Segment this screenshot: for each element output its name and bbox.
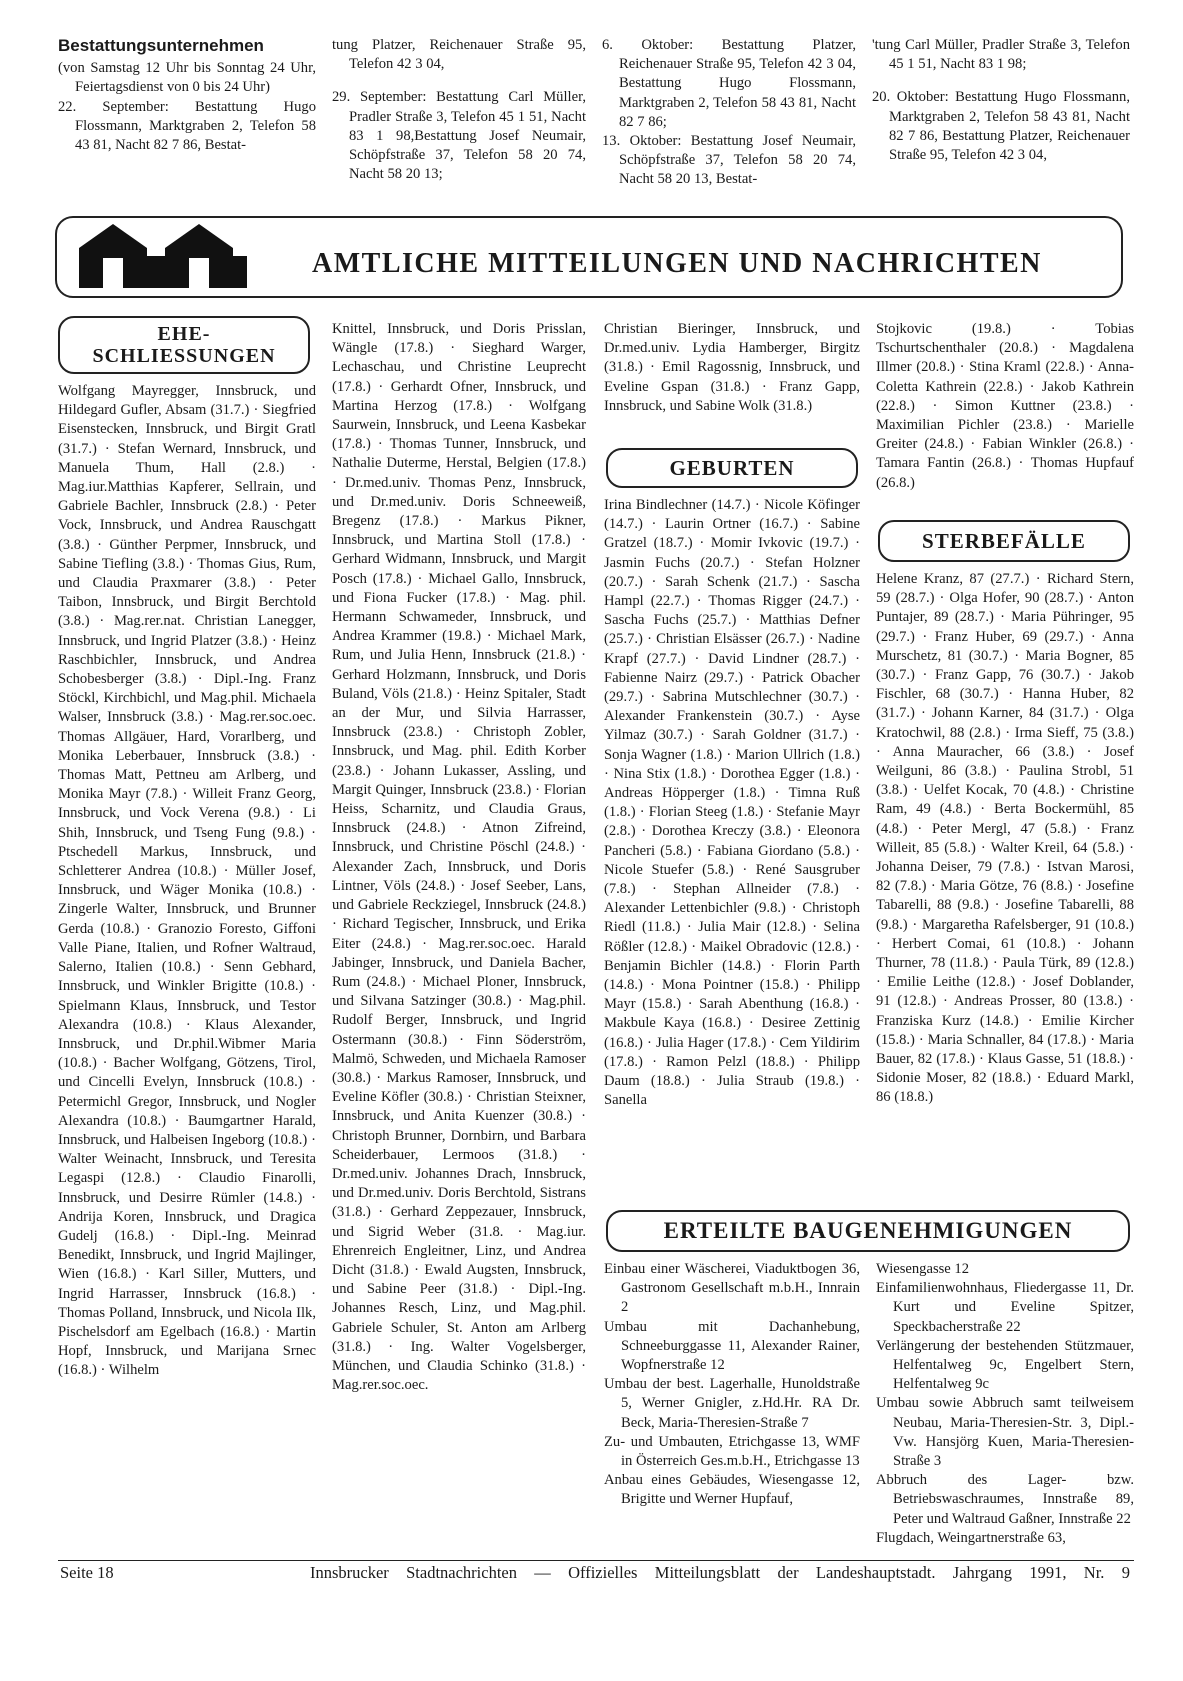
births-title: GEBURTEN — [669, 456, 795, 480]
marriages-title-line1: EHE- — [157, 323, 211, 345]
permit-entry: Umbau der best. Lagerhalle, Hunoldstraße 5, Werner Gnigler, z.Hd.Hr. RA Dr. Beck, Maria-Theresien-Straße 7 — [604, 1376, 860, 1431]
permit-entry: Flugdach, Weingartnerstraße 63, — [876, 1529, 1066, 1546]
permit-entry: Wiesengasse 12 — [876, 1261, 970, 1277]
section-banner — [55, 216, 1123, 298]
funeral-column-3 — [602, 36, 856, 194]
deaths-column-4 — [876, 570, 1134, 1202]
funeral-entry: 6. Oktober: Bestattung Platzer, Reichenauer Straße 95, Telefon 42 3 04, Bestattung Hugo Flossmann, Marktgraben 2, Telefon 58 43 81, Nacht 82 7 86; — [602, 37, 856, 130]
permit-entry: Einfamilienwohnhaus, Fliedergasse 11, Dr. Kurt und Eveline Spitzer, Speckbacherstraße 22 — [876, 1280, 1134, 1335]
births-text: Stojkovic (19.8.) · Tobias Tschurtschenthaler (20.8.) · Magdalena Illmer (20.8.) · Stina Kraml (22.8.) · Anna-Coletta Kathrein (22.8.) · Jakob Kathrein (22.8.) · Simon Kuttner (23.8.) · Maximilian Pichler (23.8.) · Marielle Greiter (24.8.) · Fabian Winkler (26.8.) · Tamara Fantin (26.8.) · Thomas Hupfauf (26.8.) — [876, 321, 1134, 491]
permit-entry: Verlängerung der bestehenden Stützmauer, Helfentalweg 9c, Engelbert Stern, Helfentalweg 9c — [876, 1337, 1134, 1393]
births-text: Irina Bindlechner (14.7.) · Nicole Köfinger (14.7.) · Laurin Ortner (16.7.) · Sabine Gratzel (18.7.) · Momir Ivkovic (19.7.) · Jasmin Fuchs (20.7.) · Stefan Holzner (20.7.) · Sarah Schenk (21.7.) · Sascha Hampl (22.7.) · Thomas Rigger (24.7.) · Sascha Fuchs (25.7.) · Matthias Defner (25.7.) · Christian Elsässer (26.7.) · Nadine Krapf (27.7.) · David Lindner (28.7.) · Fabienne Nairz (29.7.) · Patrick Obacher (29.7.) · Sabrina Mutschlechner (30.7.) · Alexander Frankenstein (30.7.) · Ayse Yilmaz (30.7.) · Sarah Goldner (31.7.) · Sonja Wagner (1.8.) · Marion Ullrich (1.8.) · Nina Stix (1.8.) · Dorothea Egger (1.8.) · Andreas Höpperger (1.8.) · Timna Ruß (1.8.) · Florian Steeg (1.8.) · Stefanie Mayr (2.8.) · Dorothea Kreczy (3.8.) · Eleonora Pancheri (5.8.) · Fabiana Giordano (5.8.) · Nicole Stuefer (5.8.) · René Sausgruber (7.8.) · Stephan Allneider (7.8.) · Alexander Lettenbichler (9.8.) · Christoph Riedl (11.8.) · Julia Mair (12.8.) · Selina Rößler (12.8.) · Maikel Obradovic (12.8.) · Benjamin Bichler (14.8.) · Florin Parth (14.8.) · Mona Pointner (15.8.) · Philipp Mayr (15.8.) · Sarah Abenthung (16.8.) · Makbule Kaya (16.8.) · Desiree Zettinig (16.8.) · Julia Hager (17.8.) · Cem Yildirim (17.8.) · Ramon Pelzl (18.8.) · Philipp Daum (18.8.) · Julia Straub (19.8.) · Sanella — [604, 497, 860, 1109]
permit-entry: Umbau sowie Abbruch samt teilweisem Neubau, Maria-Theresien-Str. 3, Dipl.-Vw. Hansjörg Kuen, Maria-Theresien-Straße 3 — [876, 1395, 1134, 1470]
funeral-entry: 20. Oktober: Bestattung Hugo Flossmann, Marktgraben 2, Telefon 58 43 81, Nacht 82 7 86, Bestattung Platzer, Reichenauer Straße 95, Telefon 42 3 04, — [872, 89, 1130, 164]
funeral-note: (von Samstag 12 Uhr bis Sonntag 24 Uhr, Feiertagsdienst von 0 bis 24 Uhr) — [58, 60, 316, 96]
marriages-text: Christian Bieringer, Innsbruck, und Dr.med.univ. Lydia Hamberger, Birgitz (31.8.) · Emil Ragossnig, Innsbruck, und Eveline Gspan (31.8.) · Franz Gapp, Innsbruck, und Sabine Wolk (31.8.) — [604, 321, 860, 414]
funeral-column-4 — [872, 36, 1130, 194]
marriages-title-line2: SCHLIESSUNGEN — [92, 345, 276, 367]
marriages-column-2 — [332, 320, 586, 1544]
marriages-text: Wolfgang Mayregger, Innsbruck, und Hildegard Gufler, Absam (31.7.) · Siegfried Eisenstecken, Innsbruck, und Birgit Gratl (31.7.) · Stefan Wernard, Innsbruck, und Manuela Thum, Hall (2.8.) · Mag.iur.Matthias Kapferer, Sellrain, und Gabriele Bachler, Innsbruck (2.8.) · Peter Vock, Innsbruck, und Andrea Rauschgatt (3.8.) · Günther Perpmer, Innsbruck, und Sabine Tiefling (3.8.) · Thomas Gius, Rum, und Claudia Praxmarer (3.8.) · Peter Taibon, Innsbruck, und Birgit Berchtold (3.8.) · Mag.rer.nat. Christian Lanegger, Innsbruck, und Ingrid Platzer (3.8.) · Heinz Raschbichler, Innsbruck, und Andrea Schobesberger (3.8.) · Dipl.-Ing. Franz Stöckl, Kirchbichl, und Mag.phil. Michaela Walser, Innsbruck (3.8.) · Mag.rer.soc.oec. Thomas Allgäuer, Hard, Vorarlberg, und Monika Leberbauer, Innsbruck (3.8.) · Thomas Matt, Pettneu am Arlberg, und Monika Mayr (7.8.) · Willeit Franz Georg, Innsbruck, und Vock Verena (9.8.) · Li Shih, Innsbruck, und Tseng Fung (9.8.) · Ptschedell Markus, Innsbruck, und Schletterer Andrea (10.8.) · Müller Josef, Innsbruck, und Wäger Monika (10.8.) · Zingerle Walter, Innsbruck, und Brunner Gerda (10.8.) · Granozio Foresto, Giffoni Valle Piane, Italien, und Rofner Waltraud, Salerno, Italien (10.8.) · Senn Gebhard, Innsbruck, und Winkler Brigitte (10.8.) · Spielmann Klaus, Innsbruck, und Testor Alexandra (10.8.) · Klaus Alexander, Innsbruck, und Dr.phil.Wibmer Maria (10.8.) · Bacher Wolfgang, Götzens, Tirol, und Cincelli Evelyn, Innsbruck (10.8.) · Petermichl Gregor, Innsbruck, und Nogler Alexandra (10.8.) · Baumgartner Harald, Innsbruck, und Halbeisen Ingeborg (10.8.) · Walter Weinacht, Innsbruck, und Teresita Legaspi (12.8.) · Claudio Finarolli, Innsbruck, und Desirre Rümler (14.8.) · Andrija Koren, Innsbruck, und Dragica Gudelj (16.8.) · Dipl.-Ing. Meinrad Benedikt, Innsbruck, und Ingrid Majlinger, Wien (16.8.) · Karl Siller, Mutters, und Ingrid Harrasser, Innsbruck (16.8.) · Thomas Polland, Innsbruck, und Nicola Ilk, Pischelsdorf am Egelbach (16.8.) · Martin Hopf, Innsbruck, und Marijana Srnec (16.8.) · Wilhelm — [58, 383, 316, 1379]
funeral-entry: 29. September: Bestattung Carl Müller, Pradler Straße 3, Telefon 45 1 51, Nacht 83 1 98,Bestattung Josef Neumair, Schöpfstraße 37, Telefon 58 20 74, Nacht 58 20 13; — [332, 89, 586, 183]
page-footer — [58, 1560, 1134, 1585]
marriages-column-1 — [58, 382, 316, 1544]
section-births-header — [606, 448, 858, 488]
permit-entry: Umbau mit Dachanhebung, Schneeburggasse 11, Alexander Rainer, Wopfnerstraße 12 — [604, 1318, 860, 1374]
funeral-heading: Bestattungsunternehmen — [58, 36, 264, 55]
funeral-entry: 13. Oktober: Bestattung Josef Neumair, Schöpfstraße 37, Telefon 58 20 74, Nacht 58 20 13, Bestat- — [602, 133, 856, 188]
deaths-title: STERBEFÄLLE — [922, 529, 1086, 553]
permit-entry: Zu- und Umbauten, Etrichgasse 13, WMF in Österreich Ges.m.b.H., Etrichgasse 13 — [604, 1433, 860, 1470]
page-number: Seite 18 — [60, 1563, 114, 1582]
permit-entry: Abbruch des Lager- bzw. Betriebswaschraumes, Innstraße 89, Peter und Waltraud Gaßner, Innstraße 22 — [876, 1472, 1134, 1527]
funeral-entry: tung Platzer, Reichenauer Straße 95, Telefon 42 3 04, — [332, 37, 586, 73]
funeral-entry: 22. September: Bestattung Hugo Flossmann, Marktgraben 2, Telefon 58 43 81, Nacht 82 7 86, Bestat- — [58, 98, 316, 154]
city-emblem-icon — [67, 218, 277, 296]
funeral-column-1 — [58, 36, 316, 194]
banner-title: AMTLICHE MITTEILUNGEN UND NACHRICHTEN — [312, 248, 1042, 279]
permit-entry: Einbau einer Wäscherei, Viaduktbogen 36, Gastronom Gesellschaft m.b.H., Innrain 2 — [604, 1261, 860, 1316]
section-deaths-header — [878, 520, 1130, 562]
section-marriages-header — [58, 316, 310, 374]
births-column-3 — [604, 496, 860, 1202]
publication-line: Innsbrucker Stadtnachrichten — Offizielles Mitteilungsblatt der Landeshauptstadt. Jahrgang 1991, Nr. 9 — [310, 1563, 1130, 1582]
permits-column-4 — [876, 1260, 1134, 1552]
permit-entry: Anbau eines Gebäudes, Wiesengasse 12, Brigitte und Werner Hupfauf, — [604, 1472, 860, 1508]
funeral-entry: 'tung Carl Müller, Pradler Straße 3, Telefon 45 1 51, Nacht 83 1 98; — [872, 37, 1130, 73]
permits-column-3 — [604, 1260, 860, 1552]
deaths-text: Helene Kranz, 87 (27.7.) · Richard Stern, 59 (28.7.) · Olga Hofer, 90 (28.7.) · Anton Puntajer, 89 (28.7.) · Maria Pühringer, 95 (29.7.) · Franz Huber, 69 (29.7.) · Anna Murschetz, 81 (30.7.) · Maria Bogner, 85 (30.7.) · Franz Gapp, 76 (30.7.) · Jakob Fischler, 68 (30.7.) · Hanna Huber, 82 (31.7.) · Johann Karner, 84 (31.7.) · Olga Kratochwil, 88 (2.8.) · Irma Sieff, 75 (3.8.) · Anna Mauracher, 66 (3.8.) · Josef Weilguni, 86 (3.8.) · Paulina Strobl, 51 (3.8.) · Uelfet Kocak, 70 (4.8.) · Christine Ram, 49 (4.8.) · Berta Bockermühl, 85 (4.8.) · Peter Mergl, 47 (5.8.) · Franz Willeit, 85 (5.8.) · Walter Kreil, 64 (5.8.) · Johanna Deiser, 79 (7.8.) · Istvan Marosi, 82 (7.8.) · Maria Götze, 76 (8.8.) · Josefine Tabarelli, 88 (9.8.) · Josefine Tabarelli, 88 (9.8.) · Margaretha Rafelsberger, 91 (10.8.) · Herbert Comai, 61 (10.8.) · Johann Thurner, 78 (11.8.) · Paula Türk, 89 (12.8.) · Emilie Leithe (12.8.) · Josef Doblander, 91 (12.8.) · Andreas Prosser, 80 (13.8.) · Franziska Kurz (14.8.) · Emilie Kircher (15.8.) · Maria Schnaller, 84 (17.8.) · Maria Bauer, 82 (17.8.) · Klaus Gasse, 51 (18.8.) · Sidonie Moser, 82 (18.8.) · Eduard Markl, 86 (18.8.) — [876, 571, 1134, 1106]
section-permits-header — [606, 1210, 1130, 1252]
funeral-column-2 — [332, 36, 586, 194]
marriages-column-3 — [604, 320, 860, 438]
permits-title: ERTEILTE BAUGENEHMIGUNGEN — [663, 1218, 1073, 1243]
marriages-text: Knittel, Innsbruck, und Doris Prisslan, Wängle (17.8.) · Sieghard Warger, Lechaschau, und Christine Leuprecht (17.8.) · Gerhardt Ofner, Innsbruck, und Martina Herzog (17.8.) · Wolfgang Saurwein, Innsbruck, und Leena Kasbekar (17.8.) · Thomas Tunner, Innsbruck, und Nathalie Duterme, Herstal, Belgien (17.8.) · Dr.med.univ. Thomas Penz, Innsbruck, und Dr.med.univ. Doris Schneeweiß, Bregenz (17.8.) · Markus Pikner, Innsbruck, und Martina Stoll (17.8.) · Gerhard Widmann, Innsbruck, und Margit Posch (17.8.) · Michael Gallo, Innsbruck, und Fiona Fucker (17.8.) · Mag. phil. Hermann Schwameder, Innsbruck, und Andrea Krammer (19.8.) · Michael Mark, Rum, und Julia Henn, Innsbruck (21.8.) · Gerhard Holzmann, Innsbruck, und Doris Buland, Völs (21.8.) · Heinz Spitaler, Stadt an der Mur, und Silvia Harrasser, Innsbruck (23.8.) · Christoph Zobler, Innsbruck, und Mag. phil. Edith Korber (23.8.) · Johann Lukasser, Assling, und Margit Quinger, Innsbruck (23.8.) · Florian Heiss, Scharnitz, und Claudia Graus, Innsbruck (24.8.) · Atnon Zifreind, Innsbruck, und Christine Pöschl (24.8.) · Alexander Zach, Innsbruck, und Doris Lintner, Völs (24.8.) · Josef Seeber, Lans, und Gabriele Reckziegel, Innsbruck (24.8.) · Richard Tegischer, Innsbruck, und Erika Eiter (24.8.) · Mag.rer.soc.oec. Harald Jabinger, Innsbruck, und Daniela Bacher, Rum (24.8.) · Michael Ploner, Innsbruck, und Silvana Satzinger (30.8.) · Mag.phil. Rudolf Berger, Innsbruck, und Ingrid Ostermann (30.8.) · Finn Söderström, Malmö, Schweden, und Michaela Ramoser (30.8.) · Markus Ramoser, Innsbruck, und Eveline Köfler (30.8.) · Christian Steixner, Innsbruck, und Anita Kuenzer (30.8.) · Christoph Brunner, Dornbirn, und Barbara Scheiderbauer, Lermoos (31.8.) · Dr.med.univ. Johannes Drach, Innsbruck, und Dr.med.univ. Doris Berchtold, Sistrans (31.8.) · Gerhard Zeppezauer, Innsbruck, und Sigrid Weber (31.8. · Mag.iur. Ehrenreich Engleitner, Linz, und Andrea Dicht (31.8.) · Ewald Augsten, Innsbruck, und Sabine Peer (31.8.) · Dipl.-Ing. Johannes Resch, Linz, und Mag.phil. Gabriele Schuler, St. Anton am Arlberg (31.8.) · Ing. Walter Vogelsberger, München, und Claudia Schinko (31.8.) · Mag.rer.soc.oec. — [332, 321, 586, 1394]
births-column-4 — [876, 320, 1134, 512]
